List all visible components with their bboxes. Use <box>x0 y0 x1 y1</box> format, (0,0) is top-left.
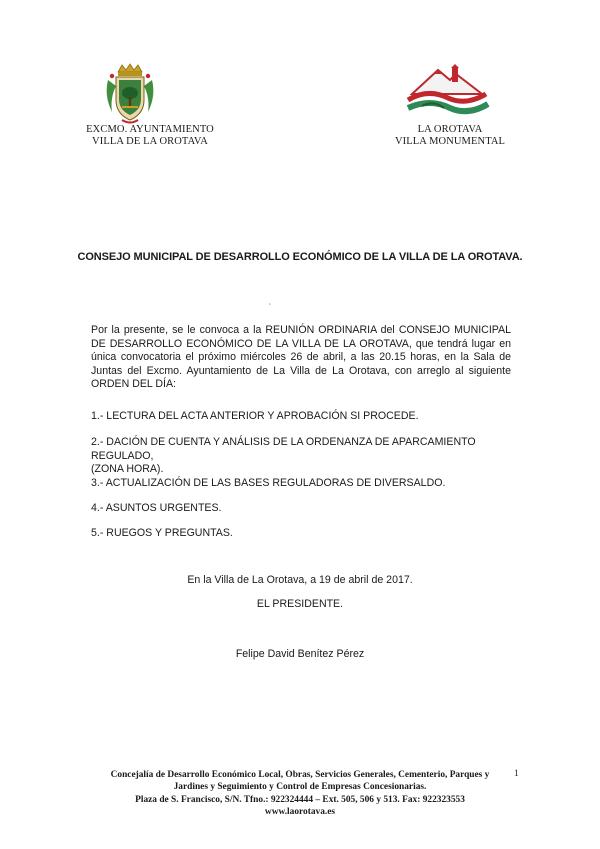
page-number: 1 <box>514 769 519 779</box>
signer-role: EL PRESIDENTE. <box>256 598 344 610</box>
footer-line: www.laorotava.es <box>264 807 336 818</box>
signer-name: Felipe David Benítez Pérez <box>235 648 365 660</box>
agenda-item-line: 2.- DACIÓN DE CUENTA Y ANÁLISIS DE LA ORDENANZA DE APARCAMIENTO REGULADO, <box>91 436 476 462</box>
footer <box>72 769 528 819</box>
header-right-line1: LA OROTAVA <box>417 124 483 135</box>
header-left-line1: EXCMO. AYUNTAMIENTO <box>86 124 214 135</box>
footer-line: Jardines y Seguimiento y Control de Empresas Concesionarias. <box>173 782 427 793</box>
agenda-item: 3.- ACTUALIZACIÓN DE LAS BASES REGULADORAS DE DIVERSALDO. <box>91 477 446 489</box>
agenda-item: 5.- RUEGOS Y PREGUNTAS. <box>91 527 233 539</box>
scan-mark: ‘ <box>269 302 271 311</box>
place-and-date: En la Villa de La Orotava, a 19 de abril de 2017. <box>187 574 413 586</box>
header-right-line2: VILLA MONUMENTAL <box>394 136 506 147</box>
agenda-item: 1.- LECTURA DEL ACTA ANTERIOR Y APROBACIÓN SI PROCEDE. <box>91 410 419 422</box>
header-left-title <box>76 124 224 148</box>
agenda-item-line: (ZONA HORA). <box>91 463 164 476</box>
footer-line: Plaza de S. Francisco, S/N. Tfno.: 922324444 – Ext. 505, 506 y 513. Fax: 922323553 <box>135 794 465 805</box>
footer-line: Concejalía de Desarrollo Económico Local, Obras, Servicios Generales, Cementerio, Parques y <box>110 770 490 780</box>
villa-monumental-logo-icon <box>404 64 490 118</box>
header-right-title <box>386 124 514 148</box>
agenda-item <box>91 436 521 477</box>
header-left-line2: VILLA DE LA OROTAVA <box>92 136 208 147</box>
municipal-crest-icon <box>104 62 156 126</box>
agenda-item: 4.- ASUNTOS URGENTES. <box>91 502 222 514</box>
intro-paragraph: Por la presente, se le convoca a la REUNIÓN ORDINARIA del CONSEJO MUNICIPAL DE DESARROLLO ECONÓMICO DE LA VILLA DE LA OROTAVA, que tendrá lugar en única convocatoria el próximo miércoles 26 de abril, a las 20.15 horas, en la Sala de Juntas del Excmo. Ayuntamiento de La Villa de La Orotava, con arreglo al siguiente ORDEN DEL DÍA: <box>91 324 511 391</box>
document-title: CONSEJO MUNICIPAL DE DESARROLLO ECONÓMICO DE LA VILLA DE LA OROTAVA. <box>77 251 523 263</box>
